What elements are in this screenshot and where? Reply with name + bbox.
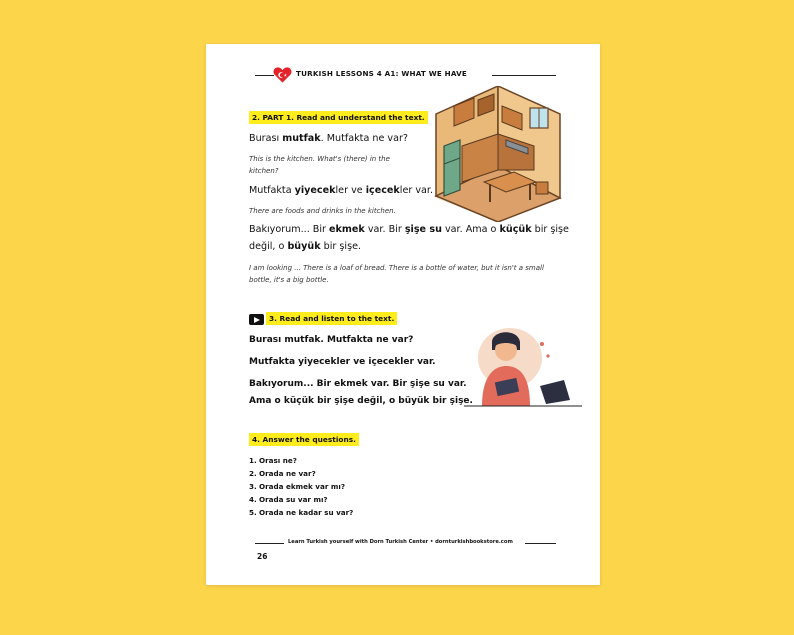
header-rule-left [255,75,274,76]
text-line-3a: Bakıyorum... Bir ekmek var. Bir şişe su var. Ama o küçük bir şişe [249,224,569,235]
question-3: 3. Orada ekmek var mı? [249,482,346,491]
question-2: 2. Orada ne var? [249,469,316,478]
page-title: TURKISH LESSONS 4 A1: WHAT WE HAVE [296,69,468,78]
page-number: 26 [257,552,268,561]
worksheet-page [206,44,600,585]
translation-line-3b: bottle, it's a big bottle. [249,276,329,284]
footer-rule-left [255,543,284,544]
question-4: 4. Orada su var mı? [249,495,328,504]
kitchen-illustration [432,86,564,222]
header-rule-right [492,75,556,76]
dialogue-line-1: Burası mutfak. Mutfakta ne var? [249,335,414,345]
translation-line-1b: kitchen? [249,167,279,175]
text-line-1: Burası mutfak. Mutfakta ne var? [249,133,409,144]
turkish-heart-icon [273,66,292,84]
footer-rule-right [525,543,556,544]
question-1: 1. Orası ne? [249,456,297,465]
text-line-2: Mutfakta yiyecekler ve içecekler var. [249,185,434,196]
section-4-heading: 4. Answer the questions. [249,433,359,446]
translation-line-3a: I am looking ... There is a loaf of bread. There is a bottle of water, but it isn't a small [249,264,544,272]
translation-line-1a: This is the kitchen. What's (there) in the [249,155,390,163]
play-icon[interactable] [249,314,264,325]
dialogue-line-3: Bakıyorum... Bir ekmek var. Bir şişe su var. [249,379,467,389]
dialogue-line-2: Mutfakta yiyecekler ve içecekler var. [249,357,436,367]
footer-credit: Learn Turkish yourself with Dorn Turkish Center • dornturkishbookstore.com [288,539,513,545]
question-5: 5. Orada ne kadar su var? [249,508,354,517]
section-2-heading: 2. PART 1. Read and understand the text. [249,111,428,124]
dialogue-line-4: Ama o küçük bir şişe değil, o büyük bir şişe. [249,396,473,406]
text-line-3b: değil, o büyük bir şişe. [249,241,362,252]
section-3-heading: 3. Read and listen to the text. [266,312,397,325]
translation-line-2: There are foods and drinks in the kitchen. [249,207,396,215]
student-reading-illustration [464,324,582,408]
